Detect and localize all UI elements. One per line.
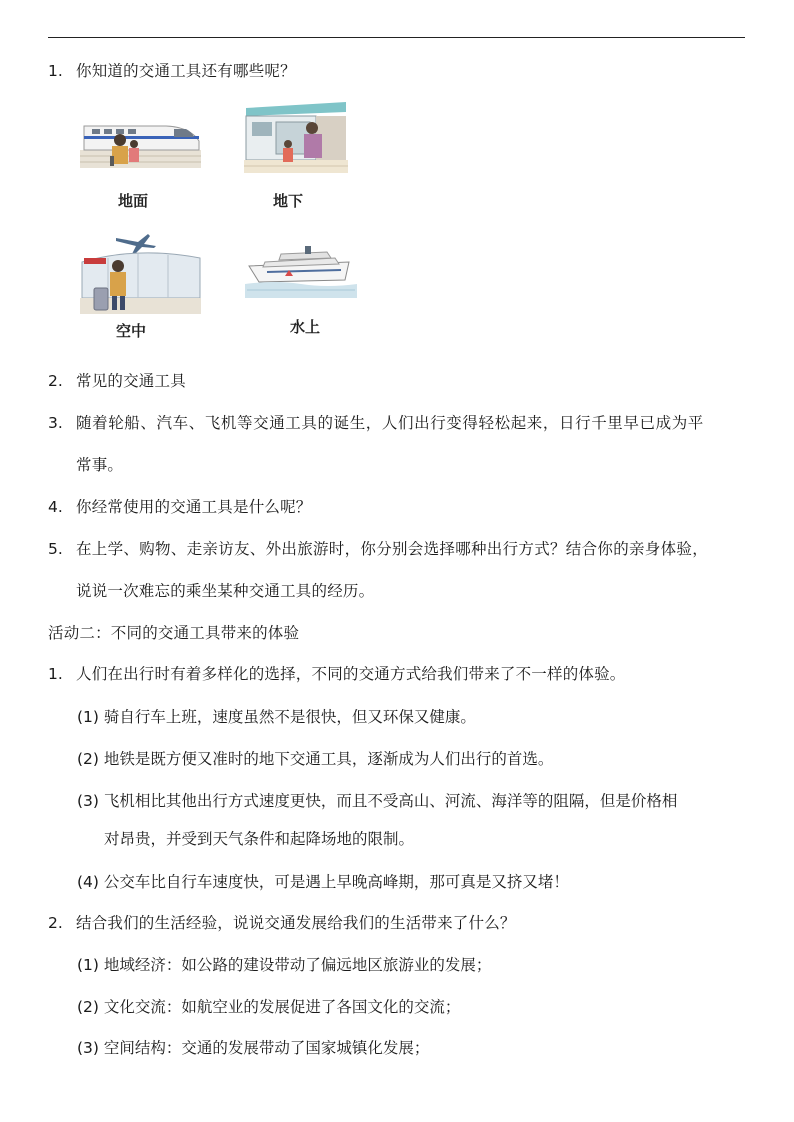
airport-illustration [78,228,203,316]
cruise-ship-illustration [245,236,357,298]
q5-text-line2: 说说一次难忘的乘坐某种交通工具的经历。 [76,582,375,600]
q4-number: 4. [48,498,63,516]
caption-underground: 地下 [273,192,304,210]
a2-item1-2 [77,748,553,770]
q3-text-line2: 常事。 [76,456,124,474]
q4-text: 你经常使用的交通工具是什么呢？ [76,498,312,516]
caption-air: 空中 [116,322,147,340]
a2-item1-1 [77,706,476,728]
q3-number: 3. [48,414,63,432]
item-text: 地铁是既方便又准时的地下交通工具，逐渐成为人们出行的首选。 [103,750,554,768]
a2-item2-3 [77,1037,429,1059]
item-label: (2) [77,998,99,1016]
item-label: (1) [77,956,99,974]
item-label: (1) [77,708,99,726]
a2-item2-1 [77,954,491,976]
item-text: 地域经济：如公路的建设带动了偏远地区旅游业的发展； [103,956,492,974]
activity2-heading: 活动二：不同的交通工具带来的体验 [48,624,300,642]
q5-text-line1: 在上学、购物、走亲访友、外出旅游时，你分别会选择哪种出行方式？结合你的亲身体验， [76,540,709,558]
q3-text-line1: 随着轮船、汽车、飞机等交通工具的诞生，人们出行变得轻松起来，日行千里早已成为平 [76,414,704,432]
item-text: 骑自行车上班，速度虽然不是很快，但又环保又健康。 [103,708,476,726]
item-label: (4) [77,873,99,891]
a2-p1-number: 1. [48,665,63,683]
item-label: (3) [77,1039,99,1057]
high-speed-train-illustration [78,100,203,170]
item-text: 空间结构：交通的发展带动了国家城镇化发展； [103,1039,430,1057]
item-text: 公交车比自行车速度快，可是遇上早晚高峰期，那可真是又挤又堵！ [103,873,569,891]
q5-number: 5. [48,540,63,558]
subway-illustration [240,100,352,175]
caption-ground: 地面 [118,192,149,210]
a2-item1-4 [77,871,569,893]
item-text: 文化交流：如航空业的发展促进了各国文化的交流； [103,998,461,1016]
q1-text: 你知道的交通工具还有哪些呢？ [76,62,296,80]
q1-number: 1. [48,62,63,80]
a2-item1-3 [77,790,677,812]
header-rule [48,37,745,38]
a2-p1-text: 人们在出行时有着多样化的选择，不同的交通方式给我们带来了不一样的体验。 [76,665,626,683]
a2-p2-text: 结合我们的生活经验，说说交通发展给我们的生活带来了什么？ [76,914,516,932]
item-text: 飞机相比其他出行方式速度更快，而且不受高山、河流、海洋等的阻隔，但是价格相 [103,792,678,810]
item-label: (3) [77,792,99,810]
caption-water: 水上 [290,318,321,336]
q2-number: 2. [48,372,63,390]
q2-text: 常见的交通工具 [76,372,186,390]
a2-item2-2 [77,996,460,1018]
a2-p2-number: 2. [48,914,63,932]
a2-item1-3-cont: 对昂贵，并受到天气条件和起降场地的限制。 [104,830,415,848]
item-label: (2) [77,750,99,768]
